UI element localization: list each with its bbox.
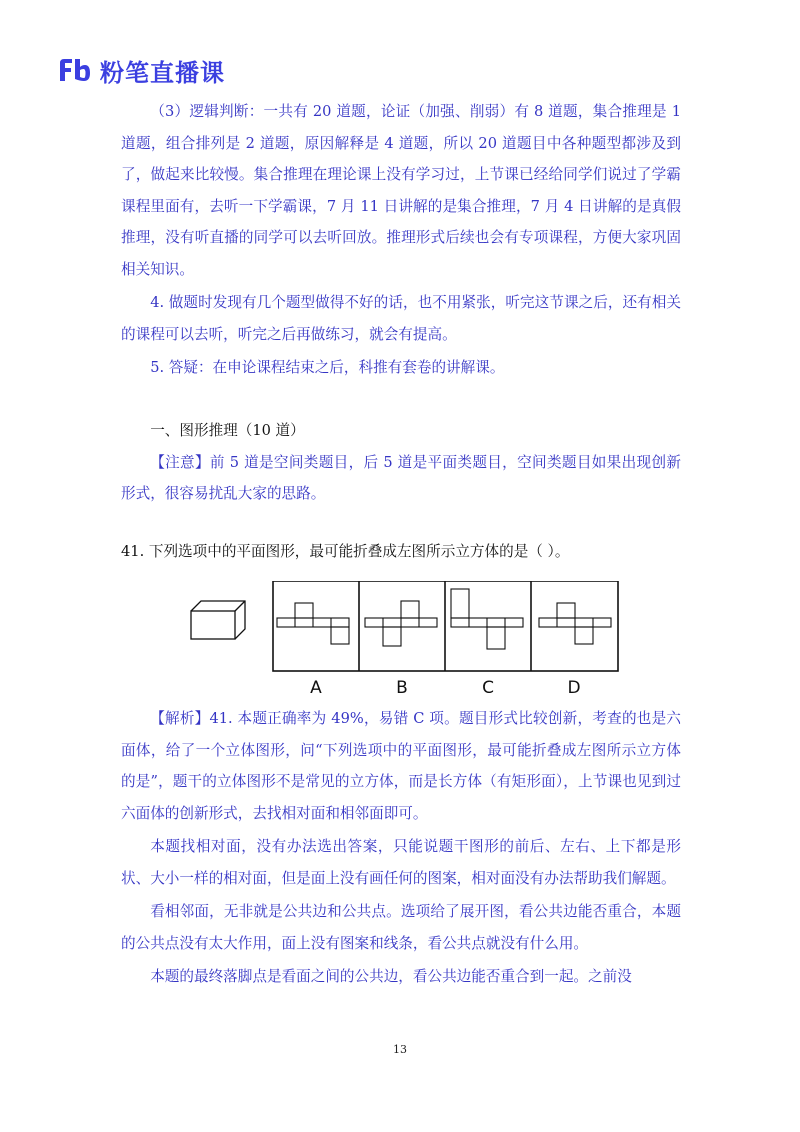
- page-content: [121, 96, 681, 993]
- net-option-d: [539, 603, 611, 644]
- option-label-b: B: [396, 678, 408, 698]
- analysis-paragraph-1: 【解析】41. 本题正确率为 49%，易错 C 项。题目形式比较创新，考查的也是六面体，给了一个立体图形，问“下列选项中的平面图形，最可能折叠成左图所示立方体的是”，题干的立体图形不是常见的立方体，而是长方体（有矩形面），上节课也见到过六面体的创新形式，去找相对面和相邻面即可。: [121, 710, 681, 822]
- brand-name: 粉笔直播课: [100, 58, 225, 87]
- option-label-d: D: [567, 678, 581, 698]
- section-title: 一、图形推理（10 道）: [150, 422, 305, 439]
- question-figure: [121, 581, 681, 699]
- question-41: 41. 下列选项中的平面图形，最可能折叠成左图所示立方体的是（ ）。: [121, 542, 570, 560]
- analysis-paragraph-2: 本题找相对面，没有办法选出答案，只能说题干图形的前后、左右、上下都是形状、大小一样的相对面，但是面上没有画任何的图案，相对面没有办法帮助我们解题。: [121, 838, 681, 887]
- paragraph-item-5: 5. 答疑：在申论课程结束之后，科推有套卷的讲解课。: [150, 359, 505, 376]
- option-label-a: A: [310, 678, 322, 698]
- net-option-b: [365, 601, 437, 646]
- note-paragraph: 【注意】前 5 道是空间类题目，后 5 道是平面类题目，空间类题目如果出现创新形式，很容易扰乱大家的思路。: [121, 453, 681, 502]
- header: [58, 55, 225, 85]
- net-option-a: [277, 603, 349, 644]
- option-label-c: C: [482, 678, 494, 698]
- cuboid-figure: [191, 601, 245, 639]
- options-frame: [273, 581, 618, 671]
- fenbi-logo-icon: [58, 57, 92, 83]
- paragraph-item-4: 4. 做题时发现有几个题型做得不好的话，也不用紧张，听完这节课之后，还有相关的课程可以去听，听完之后再做练习，就会有提高。: [121, 294, 681, 343]
- net-option-c: [451, 589, 523, 649]
- question-figure-svg: [121, 581, 681, 699]
- paragraph-logic-judgment: （3）逻辑判断：一共有 20 道题，论证（加强、削弱）有 8 道题，集合推理是 1 道题，组合排列是 2 道题，原因解释是 4 道题，所以 20 道题目中各种题型都涉及到了，做起来比较慢。集合推理在理论课上没有学习过，上节课已经给同学们说过了学霸课程里面有，去听一下学霸课，7 月 11 日讲解的是集合推理，7 月 4 日讲解的是真假推理，没有听直播的同学可以去听回放。推理形式后续也会有专项课程，方便大家巩固相关知识。: [121, 103, 681, 278]
- analysis-paragraph-4: 本题的最终落脚点是看面之间的公共边，看公共边能否重合到一起。之前没: [150, 968, 632, 985]
- analysis-paragraph-3: 看相邻面，无非就是公共边和公共点。选项给了展开图，看公共边能否重合，本题的公共点没有太大作用，面上没有图案和线条，看公共点就没有什么用。: [121, 903, 681, 952]
- page-number: 13: [393, 1043, 407, 1056]
